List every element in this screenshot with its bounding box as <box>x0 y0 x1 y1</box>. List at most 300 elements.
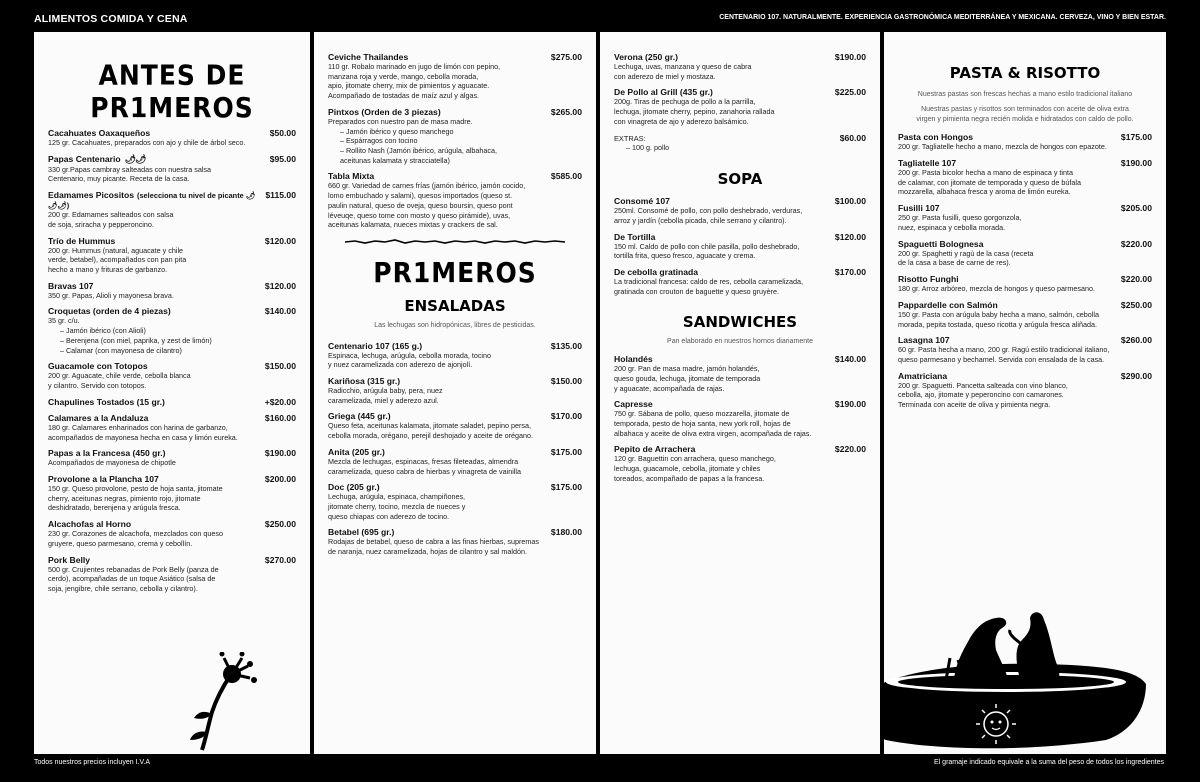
menu-item-row <box>48 190 296 210</box>
menu-item-description: gratinada con crouton de baguette y queso gruyère. <box>614 286 780 296</box>
extras-item: – 100 g. pollo <box>626 142 670 152</box>
menu-item-name: Papas Centenario <box>48 153 121 164</box>
menu-item-description: 200g. Tiras de pechuga de pollo a la parrilla, <box>614 97 756 107</box>
menu-item-description: 60 gr. Pasta hecha a mano, 200 gr. Ragú estilo tradicional italiano, <box>898 345 1110 355</box>
col2-list <box>328 52 582 230</box>
menu-item-note: (selecciona tu nivel de picante 🌶🌶🌶) <box>48 191 256 211</box>
menu-item-name: Centenario 107 (165 g.) <box>328 340 423 351</box>
menu-item-price: $120.00 <box>264 235 296 246</box>
menu-item-price: $275.00 <box>550 52 582 62</box>
menu-item-description: Centenario, muy picante. Receta de la casa. <box>48 174 190 184</box>
menu-item-price: $120.00 <box>264 280 296 291</box>
menu-item <box>48 413 296 442</box>
menu-item-title <box>48 154 145 165</box>
menu-item-price: $220.00 <box>1120 238 1152 249</box>
menu-item-title <box>614 354 653 364</box>
menu-item-name: Ceviche Thailandes <box>328 52 409 62</box>
menu-item-option: – Berenjena (con miel, paprika, y zest de limón) <box>60 335 212 345</box>
menu-item-title <box>328 52 408 62</box>
menu-item-name: Anita (205 gr.) <box>328 446 385 457</box>
menu-item-description: caramelizada, queso cabra de hierbas y vinagreta de vainilla <box>328 466 521 476</box>
menu-item-title <box>328 341 422 351</box>
menu-item-description: 200 gr. Spaguetti. Pancetta salteada con vino blanco, <box>898 380 1068 390</box>
menu-item-description: Terminada con aceite de oliva y pimienta negra. <box>898 400 1051 410</box>
menu-item-description: 200 gr. Spaghetti y ragú de la casa (receta <box>898 248 1034 258</box>
menu-item-name: De Tortilla <box>614 231 656 242</box>
menu-item-option: – Jamón ibérico y queso manchego <box>340 126 454 136</box>
menu-item-description: lechuga, jitomate cherry, pepino, zanahoria rallada <box>614 107 775 117</box>
menu-item-row <box>48 306 296 316</box>
menu-item-description: mozzarella, albahaca fresca y aroma de limón eureka. <box>898 187 1071 197</box>
menu-item-description: Lechuga, uvas, manzana y queso de cabra <box>614 62 752 71</box>
menu-item <box>328 447 582 476</box>
menu-item-option: – Espárragos con tocino <box>340 136 418 146</box>
menu-item <box>614 399 866 438</box>
menu-item-row <box>898 335 1152 345</box>
menu-item-name: Croquetas (orden de 4 piezas) <box>48 306 171 317</box>
menu-item-name: Trío de Hummus <box>48 235 116 246</box>
menu-item-description: caramelizada, miel y aderezo azul. <box>328 395 439 405</box>
menu-item-description: 200 gr. Pan de masa madre, jamón holandés, <box>614 364 760 374</box>
pasta-title: PASTA & RISOTTO <box>949 64 1101 82</box>
menu-item-option: aceitunas kalamata y stracciatella) <box>340 155 450 165</box>
footer-right: El gramaje indicado equivale a la suma del peso de todos los ingredientes <box>934 759 1164 766</box>
pasta-note-2-line: Nuestras pastas y risottos son terminados con aceite de oliva extra <box>921 106 1129 114</box>
menu-item-description: 250ml. Consomé de pollo, con pollo deshebrado, verduras, <box>614 206 803 216</box>
menu-item-description: temporada, pesto de hoja santa, new york roll, hojas de <box>614 418 791 428</box>
menu-item-price: $160.00 <box>264 412 296 423</box>
menu-item-row <box>328 341 582 351</box>
menu-item <box>48 190 296 229</box>
menu-item <box>48 154 296 184</box>
menu-item-description: queso chiapas con aderezo de tocino. <box>328 511 450 521</box>
menu-item-description: acompañados de mayonesa hecha en casa y limón eureka. <box>48 432 238 442</box>
menu-item-description: Acompañado de tostadas de maíz azul y algas. <box>328 91 480 101</box>
menu-item-price: $225.00 <box>834 87 866 98</box>
menu-item-price: $100.00 <box>834 196 866 207</box>
menu-item <box>48 519 296 548</box>
panel-pasta <box>884 32 1166 754</box>
menu-item-price: $265.00 <box>550 106 582 117</box>
footer-left: Todos nuestros precios incluyen I.V.A <box>34 759 151 766</box>
menu-item-title <box>614 399 653 409</box>
sandwiches-note: Pan elaborado en nuestros hornos diariamente <box>667 337 813 345</box>
menu-item <box>898 300 1152 329</box>
menu-item-title <box>48 413 148 423</box>
menu-item <box>898 335 1152 364</box>
menu-item-description: cebolla, ajo, jitomate y peperoncino con camarones. <box>898 390 1064 400</box>
ensaladas-list <box>328 341 582 557</box>
menu-item-title <box>48 448 166 458</box>
divider-line <box>345 238 565 246</box>
menu-item-title <box>898 158 956 168</box>
menu-item-row <box>328 447 582 457</box>
pasta-list <box>898 132 1152 410</box>
menu-item-name: Pappardelle con Salmón <box>898 299 998 310</box>
sandwiches-title: SANDWICHES <box>682 312 798 331</box>
menu-item-description: La tradicional francesa: caldo de res, cebolla caramelizada, <box>614 277 803 287</box>
panel-antes <box>34 32 310 754</box>
bottom-bar <box>0 754 1200 782</box>
menu-item-option: – Rollito Nash (Jamón ibérico, arúgula, albahaca, <box>340 146 498 156</box>
menu-item-name: Fusilli 107 <box>898 203 940 214</box>
menu-item-name: Griega (445 gr.) <box>328 411 391 422</box>
menu-item-description: verde, betabel), acompañados con pan pita <box>48 255 187 265</box>
menu-item-description: 750 gr. Sábana de pollo, queso mozzarella, jitomate de <box>614 409 790 419</box>
menu-item-option: – Calamar (con mayonesa de cilantro) <box>60 345 182 355</box>
menu-item-price: $140.00 <box>834 354 866 365</box>
ensaladas-note: Las lechugas son hidropónicas, libres de pesticidas. <box>374 322 536 330</box>
menu-item <box>48 361 296 390</box>
menu-item <box>614 52 866 81</box>
menu-item-title <box>898 371 947 381</box>
menu-item-price: $170.00 <box>834 267 866 278</box>
menu-item <box>614 354 866 393</box>
menu-item <box>898 274 1152 294</box>
menu-item-description: 200 gr. Edamames salteados con salsa <box>48 210 174 220</box>
menu-item-description: soja, jengibre, chile serrano, cebolla y cilantro). <box>48 583 198 593</box>
menu-item-description: Espinaca, lechuga, arúgula, cebolla morada, tocino <box>328 350 492 360</box>
sopa-list <box>614 196 866 296</box>
pasta-note-2-line: virgen y pimienta negra recién molida e hidratados con caldo de pollo. <box>916 115 1134 123</box>
menu-item-name: Verona (250 gr.) <box>614 52 679 62</box>
menu-item-row <box>328 171 582 181</box>
menu-item-title <box>328 527 394 537</box>
menu-item-name: Amatriciana <box>898 370 948 381</box>
header-left: ALIMENTOS COMIDA Y CENA <box>34 13 188 25</box>
menu-item-description: Acompañados de mayonesa de chipotle <box>48 458 176 468</box>
menu-item-row <box>48 361 296 371</box>
menu-item-row <box>328 376 582 386</box>
menu-item-description: Lechuga, arúgula, espinaca, champiñones, <box>328 492 466 502</box>
menu-item-description: gruyere, queso parmesano, crema y cebollín. <box>48 538 193 548</box>
menu-item-title <box>328 447 385 457</box>
menu-item-description: jitomate cherry, tocino, mezcla de nueces y <box>328 501 466 511</box>
menu-item-description: 500 gr. Crujientes rebanadas de Pork Belly (panza de <box>48 564 219 574</box>
menu-item-title <box>48 397 165 407</box>
menu-item-row <box>48 519 296 529</box>
menu-item-row <box>614 52 866 62</box>
menu-item-title <box>614 444 695 454</box>
menu-item-row <box>48 397 296 407</box>
menu-item-name: Kariñosa (315 gr.) <box>328 375 401 386</box>
menu-item-title <box>328 482 380 492</box>
menu-item <box>614 196 866 225</box>
menu-item-description: 200 gr. Aguacate, chile verde, cebolla blanca <box>48 371 191 381</box>
menu-item-name: Cacahuates Oaxaqueños <box>48 128 151 138</box>
menu-item-title <box>48 128 150 138</box>
menu-item-description: léveuqe, queso tome con mosto y queso pirámide), uvas, <box>328 210 511 220</box>
menu-item <box>614 444 866 483</box>
menu-item <box>898 158 1152 197</box>
menu-item-row <box>614 232 866 242</box>
menu-item-description: lomo embuchado y salami), quesos importados (queso st. <box>328 191 513 201</box>
menu-item-description: queso gouda, lechuga, jitomate de temporada <box>614 373 761 383</box>
menu-item-price: $180.00 <box>550 527 582 538</box>
menu-item-row <box>898 371 1152 381</box>
menu-item-option: – Jamón ibérico (con Alioli) <box>60 326 146 336</box>
menu-item <box>48 306 296 355</box>
menu-item-price: $120.00 <box>834 231 866 242</box>
menu-item-description: manzana roja y verde, mango, cebolla morada, <box>328 71 479 81</box>
menu-item-name: Risotto Funghi <box>898 274 959 285</box>
menu-item-name: Pepito de Arrachera <box>614 444 696 455</box>
menu-item-price: $190.00 <box>834 399 866 410</box>
menu-item-name: Papas a la Francesa (450 gr.) <box>48 448 166 459</box>
primeros-title: PR1MEROS <box>373 256 537 289</box>
menu-item-name: Spaguetti Bolognesa <box>898 238 984 249</box>
menu-item-price: $585.00 <box>550 171 582 182</box>
menu-item-description: Preparados con nuestro pan de masa madre. <box>328 116 473 126</box>
menu-item-description: 350 gr. Papas, Alioli y mayonesa brava. <box>48 290 174 300</box>
menu-item-row <box>614 87 866 97</box>
extras-label: EXTRAS: <box>614 133 646 143</box>
menu-item <box>328 171 582 230</box>
menu-item-name: Alcachofas al Horno <box>48 519 132 530</box>
menu-item-name: Consomé 107 <box>614 196 670 207</box>
menu-item-price: $220.00 <box>834 444 866 455</box>
menu-item-title <box>898 300 998 310</box>
menu-item-row <box>328 411 582 421</box>
menu-item-name: Provolone a la Plancha 107 <box>48 473 159 484</box>
menu-item-price: $250.00 <box>264 519 296 530</box>
menu-item-row <box>614 354 866 364</box>
menu-item-description: 200 gr. Hummus (natural, aguacate y chile <box>48 245 184 255</box>
menu-item-price: $115.00 <box>265 190 296 201</box>
panel-primeros <box>314 32 596 754</box>
menu-item-row <box>614 399 866 409</box>
menu-item-name: Holandés <box>614 354 653 365</box>
menu-item-description: 150 ml. Caldo de pollo con chile pasilla, pollo deshebrado, <box>614 241 800 251</box>
menu-item-description: de la casa a base de carne de res). <box>898 258 1011 268</box>
menu-item-description: 180 gr. Arroz arbóreo, mezcla de hongos y queso parmesano. <box>898 284 1095 294</box>
menu-item-title <box>328 171 374 181</box>
menu-item <box>898 239 1152 268</box>
menu-item-description: de soja, sriracha y pepperoncino. <box>48 219 154 229</box>
menu-item-description: arroz y jardín (cebolla picada, chile serrano y cilantro). <box>614 216 787 226</box>
menu-item-title <box>328 107 441 117</box>
menu-item-description: cerdo), acompañadas de un toque Asiático (salsa de <box>48 574 216 584</box>
menu-item-name: Guacamole con Totopos <box>48 361 148 372</box>
menu-item-title <box>898 335 950 345</box>
menu-item-price: $140.00 <box>264 306 296 317</box>
menu-item-title <box>898 132 973 142</box>
menu-item <box>328 107 582 166</box>
menu-item-title <box>48 281 93 291</box>
menu-item-description: Mezcla de lechugas, espinacas, fresas fileteadas, almendra <box>328 456 519 466</box>
menu-item-price: $50.00 <box>269 128 296 138</box>
menu-item-name: Chapulines Tostados (15 gr.) <box>48 396 165 407</box>
menu-item-row <box>898 239 1152 249</box>
panel-sopa-sandwiches <box>600 32 880 754</box>
menu-item-price: $150.00 <box>264 361 296 372</box>
menu-item-price: +$20.00 <box>264 396 296 407</box>
menu-item-description: 35 gr. c/u. <box>48 316 80 326</box>
menu-item <box>48 397 296 407</box>
menu-item-row <box>48 128 296 138</box>
menu-item-name: Pintxos (Orden de 3 piezas) <box>328 106 441 117</box>
menu-item-title <box>328 411 391 421</box>
menu-item-description: morada, pepita tostada, queso ricotta y arúgula fresca aliñada. <box>898 319 1097 329</box>
menu-item <box>328 411 582 440</box>
menu-item-name: De cebolla gratinada <box>614 267 699 278</box>
menu-item-title <box>328 376 400 386</box>
menu-item-row <box>48 154 296 165</box>
menu-item-row <box>328 107 582 117</box>
menu-item-row <box>898 274 1152 284</box>
birds-illustration <box>884 600 1166 754</box>
menu-item <box>898 371 1152 410</box>
extras-price: $60.00 <box>839 132 866 143</box>
menu-item-title <box>898 203 940 213</box>
pasta-note-2 <box>898 105 1152 124</box>
menu-item-description: queso parmesano y bechamel. Servida con ensalada de la casa. <box>898 354 1105 364</box>
menu-item-name: Capresse <box>614 399 653 410</box>
menu-item-price: $250.00 <box>1120 299 1152 310</box>
menu-item-price: $175.00 <box>1120 132 1152 143</box>
menu-item <box>614 267 866 296</box>
menu-item <box>614 87 866 126</box>
menu-item <box>48 448 296 468</box>
menu-item-description: aceitunas kalamata, nueces mixtas y crackers de sal. <box>328 220 498 230</box>
menu-item <box>898 132 1152 152</box>
menu-item-title <box>898 239 983 249</box>
menu-item <box>328 52 582 101</box>
menu-item-row <box>898 300 1152 310</box>
menu-item-description: 110 gr. Robalo marinado en jugo de limón con pepino, <box>328 62 501 71</box>
menu-item-row <box>48 281 296 291</box>
menu-item-title <box>48 236 115 246</box>
pasta-note-1: Nuestras pastas son frescas hechas a mano estilo tradicional italiano <box>917 91 1133 98</box>
menu-item-title <box>614 87 713 97</box>
menu-item <box>328 482 582 521</box>
sandwiches-list <box>614 354 866 483</box>
menu-item <box>48 128 296 148</box>
menu-item-name: Pasta con Hongos <box>898 132 973 143</box>
menu-item-name: Betabel (695 gr.) <box>328 527 395 538</box>
menu-item <box>48 474 296 513</box>
menu-item-price: $175.00 <box>550 446 582 457</box>
menu-item-row <box>898 132 1152 142</box>
menu-item-name: Pork Belly <box>48 554 91 565</box>
menu-item-price: $95.00 <box>269 153 296 164</box>
menu-item-row <box>48 236 296 246</box>
antes-title: ANTES DE PR1MEROS <box>90 58 254 124</box>
menu-item-description: 330 gr.Papas cambray salteadas con nuestra salsa <box>48 164 212 174</box>
menu-item-row <box>48 555 296 565</box>
menu-item-price: $190.00 <box>834 52 866 62</box>
menu-item <box>614 232 866 261</box>
menu-item-title <box>898 274 959 284</box>
extras-row <box>614 133 866 143</box>
menu-item-title <box>48 519 131 529</box>
menu-item <box>48 281 296 301</box>
menu-item-description: y cilantro. Servido con totopos. <box>48 381 147 391</box>
menu-item <box>328 527 582 556</box>
menu-item-title <box>48 474 159 484</box>
menu-item-description: nuez, espinaca y cebolla morada. <box>898 222 1006 232</box>
menu-item-description: con aderezo de miel y mostaza. <box>614 71 716 81</box>
menu-item-row <box>898 158 1152 168</box>
menu-item-row <box>328 52 582 62</box>
menu-item-description: 660 gr. Variedad de carnes frías (jamón ibérico, jamón cocido, <box>328 181 526 191</box>
menu-item-title <box>614 52 678 62</box>
menu-item-name: Lasagna 107 <box>898 335 950 346</box>
menu-item-row <box>328 482 582 492</box>
menu-item-price: $200.00 <box>264 473 296 484</box>
menu-item-row <box>48 413 296 423</box>
menu-item-description: Queso feta, aceitunas kalamata, jitomate saladet, pepino persa, <box>328 421 531 431</box>
menu-item <box>328 341 582 370</box>
menu-item-name: Calamares a la Andaluza <box>48 412 149 423</box>
menu-item-description: Rodajas de betabel, queso de cabra a las finas hierbas, supremas <box>328 537 539 547</box>
menu-item-description: cherry, aceitunas negras, pimiento rojo, jitomate <box>48 493 201 503</box>
menu-item-name: De Pollo al Grill (435 gr.) <box>614 87 713 98</box>
menu-item-price: $220.00 <box>1120 274 1152 285</box>
col3-list <box>614 52 866 127</box>
menu-item-description: deshidratado, berenjena y arúgula fresca. <box>48 503 181 513</box>
menu-item <box>898 203 1152 232</box>
menu-item-description: paulin natural, queso de oveja, queso boursin, queso pont <box>328 200 513 210</box>
menu-item-description: y aguacate, acompañada de rajas. <box>614 383 725 393</box>
menu-item-row <box>614 444 866 454</box>
menu-item-description: de naranja, nuez caramelizada, hojas de cilantro y sal maldón. <box>328 547 527 557</box>
menu-item <box>48 236 296 275</box>
menu-item-description: tortilla frita, queso fresco, aguacate y crema. <box>614 251 756 261</box>
menu-item-row <box>328 527 582 537</box>
menu-item-row <box>614 267 866 277</box>
menu-item-price: $175.00 <box>550 482 582 493</box>
menu-item-description: toreados, acompañado de papas a la francesa. <box>614 473 765 483</box>
menu-item-description: cebolla morada, orégano, perejil deshojado y aceite de orégano. <box>328 431 533 441</box>
menu-item-description: 150 gr. Queso provolone, pesto de hoja santa, jitomate <box>48 483 223 493</box>
menu-item-description: y nuez caramelizada con aderezo de ajonjolí. <box>328 360 473 370</box>
menu-item-price: $205.00 <box>1120 203 1152 214</box>
menu-item-name: Tabla Mixta <box>328 171 375 182</box>
menu-item-description: Radicchio, arúgula baby, pera, nuez <box>328 385 443 395</box>
menu-item-title <box>48 190 259 210</box>
menu-item-price: $170.00 <box>550 411 582 422</box>
menu-item-description: 180 gr. Calamares enharinados con harina de garbanzo, <box>48 422 228 432</box>
menu-item-price: $135.00 <box>550 340 582 351</box>
menu-item <box>48 555 296 594</box>
chili-icon: 🌶🌶 <box>124 153 146 164</box>
menu-item-price: $190.00 <box>264 448 296 459</box>
header-right: CENTENARIO 107. NATURALMENTE. EXPERIENCIA GASTRONÓMICA MEDITERRÁNEA Y MEXICANA. CERVEZA, VINO Y BIEN ESTAR. <box>719 14 1166 21</box>
menu-item-title <box>48 361 148 371</box>
menu-item-description: 200 gr. Tagliatelle hecho a mano, mezcla de hongos con epazote. <box>898 142 1107 152</box>
menu-item-name: Doc (205 gr.) <box>328 482 380 493</box>
menu-item-description: de calamar, con jitomate de temporada y queso de búfala <box>898 177 1081 187</box>
top-bar <box>0 0 1200 32</box>
menu-item-description: 150 gr. Pasta con arúgula baby hecha a mano, salmón, cebolla <box>898 309 1099 319</box>
menu-item-description: hecho a mano y frituras de garbanzo. <box>48 265 168 275</box>
sopa-title: SOPA <box>717 170 763 189</box>
menu-item-row <box>48 474 296 484</box>
menu-item-title <box>48 306 171 316</box>
menu-item-row <box>898 203 1152 213</box>
menu-item-description: 200 gr. Pasta bicolor hecha a mano de espinaca y tinta <box>898 168 1074 178</box>
menu-item-title <box>614 267 698 277</box>
menu-item-title <box>614 232 655 242</box>
menu-item-row <box>614 196 866 206</box>
flower-illustration <box>182 652 262 752</box>
menu-item-description: con vinagreta de ajo y aderezo balsámico. <box>614 116 749 126</box>
menu-item-description: lechuga, guacamole, cebolla, jitomate y chiles <box>614 464 761 474</box>
menu-item-description: 230 gr. Corazones de alcachofa, mezclados con queso <box>48 529 224 539</box>
menu-item-description: apio, jitomate cherry, mix de pimientos y aguacate. <box>328 81 490 91</box>
menu-item-price: $270.00 <box>264 554 296 565</box>
